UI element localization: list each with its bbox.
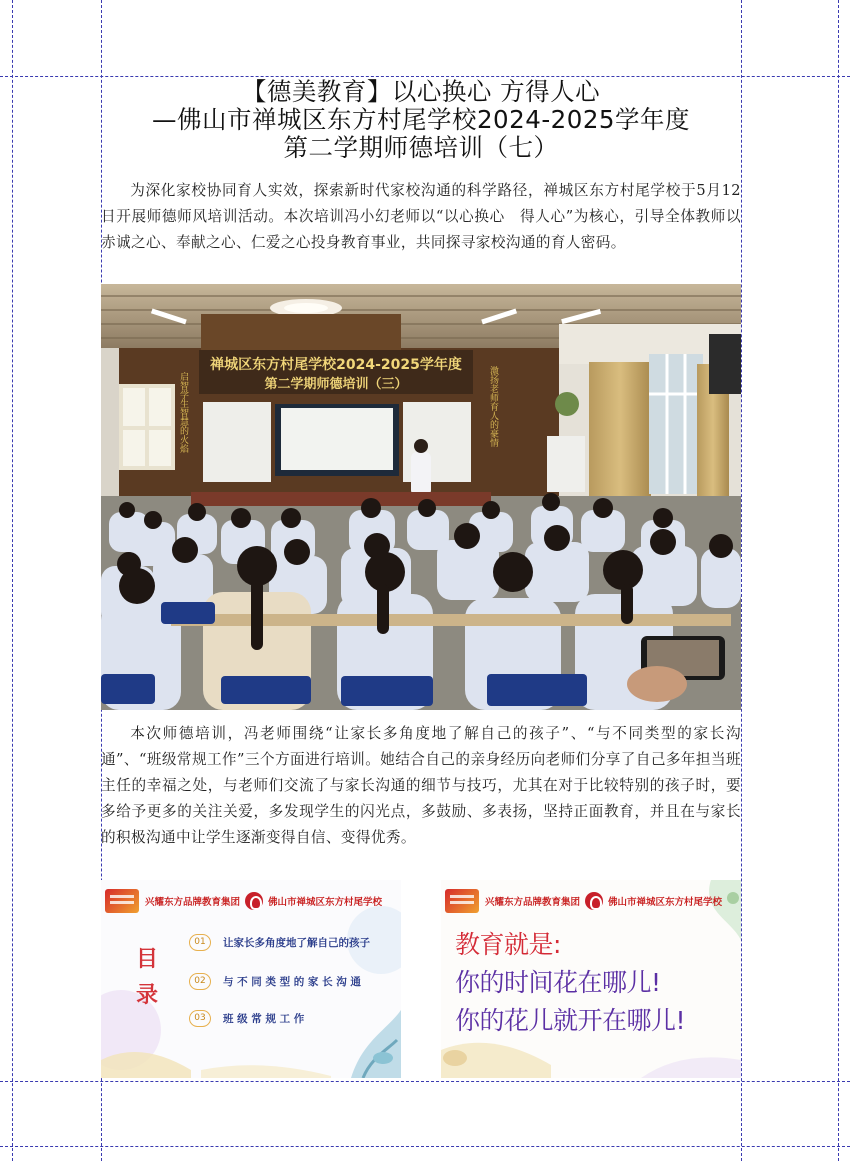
- couplet-left: 启智学生智慧的火焰: [178, 372, 188, 453]
- classroom-photo: [101, 284, 741, 710]
- brand-name: 兴耀东方品牌教育集团: [485, 897, 581, 908]
- slide-table-of-contents: [101, 880, 401, 1078]
- toc-number: 03: [189, 1010, 211, 1027]
- article-title: [101, 78, 741, 162]
- couplet-right: 激扬老师育人的豪情: [488, 366, 498, 447]
- brand-logo-icon: [105, 889, 139, 913]
- intro-paragraph: 为深化家校协同育人实效，探索新时代家校沟通的科学路径，禅城区东方村尾学校于5月12日开展师德师风培训活动。本次培训冯小幻老师以“以心换心 得人心”为核心，引导全体教师以赤诚之心、奉献之心、仁爱之心投身教育事业，共同探寻家校沟通的育人密码。: [101, 182, 741, 251]
- school-emblem-icon: [585, 892, 603, 910]
- slide-header: [441, 880, 741, 922]
- toc-number: 02: [189, 973, 211, 990]
- banner-line-2: 第二学期师德培训（三）: [264, 377, 408, 392]
- quote-line-3: 你的花儿就开在哪儿!: [455, 1006, 686, 1035]
- toc-text: 与 不 同 类 型 的 家 长 沟 通: [223, 976, 361, 988]
- gutter-guide-right: [838, 0, 839, 1161]
- slide-education-quote: [441, 880, 741, 1078]
- toc-number: 01: [189, 934, 211, 951]
- margin-guide-bottom: [0, 1081, 850, 1082]
- banner-line-1: 禅城区东方村尾学校2024-2025学年度: [210, 357, 462, 373]
- education-quote: [455, 926, 685, 1040]
- toc-title: 目录: [135, 947, 158, 1008]
- school-name: 佛山市禅城区东方村尾学校: [608, 897, 723, 908]
- brand-name: 兴耀东方品牌教育集团: [145, 897, 241, 908]
- title-line-2: —佛山市禅城区东方村尾学校2024-2025学年度: [151, 105, 691, 134]
- school-name: 佛山市禅城区东方村尾学校: [268, 897, 383, 908]
- quote-line-2: 你的时间花在哪儿!: [455, 968, 661, 997]
- body-paragraph: 本次师德培训，冯老师围绕“让家长多角度地了解自己的孩子”、“与不同类型的家长沟通”、“班级常规工作”三个方面进行培训。她结合自己的亲身经历向老师们分享了自己多年担当班主任的幸福之处，与老师们交流了与家长沟通的细节与技巧，尤其在对于比较特别的孩子时，要多给予更多的关注关爱，多发现学生的闪光点，多鼓励、多表扬，坚持正面教育，并且在与家长的积极沟通中让学生逐渐变得自信、变得优秀。: [101, 725, 741, 846]
- toc-text: 让家长多角度地了解自己的孩子: [223, 937, 370, 949]
- brand-logo-icon: [445, 889, 479, 913]
- school-emblem-icon: [245, 892, 263, 910]
- margin-guide-right: [741, 0, 742, 1161]
- title-line-3: 第二学期师德培训（七）: [283, 133, 559, 162]
- toc-item-3: [189, 1010, 304, 1027]
- title-line-1: 【德美教育】以心换心 方得人心: [241, 77, 601, 106]
- page-break-guide: [0, 1146, 850, 1147]
- slide-header: [101, 880, 401, 922]
- gutter-guide-left: [12, 0, 13, 1161]
- quote-line-1: 教育就是:: [455, 930, 561, 959]
- toc-item-2: [189, 973, 361, 990]
- toc-text: 班 级 常 规 工 作: [223, 1013, 305, 1025]
- toc-item-1: [189, 934, 370, 951]
